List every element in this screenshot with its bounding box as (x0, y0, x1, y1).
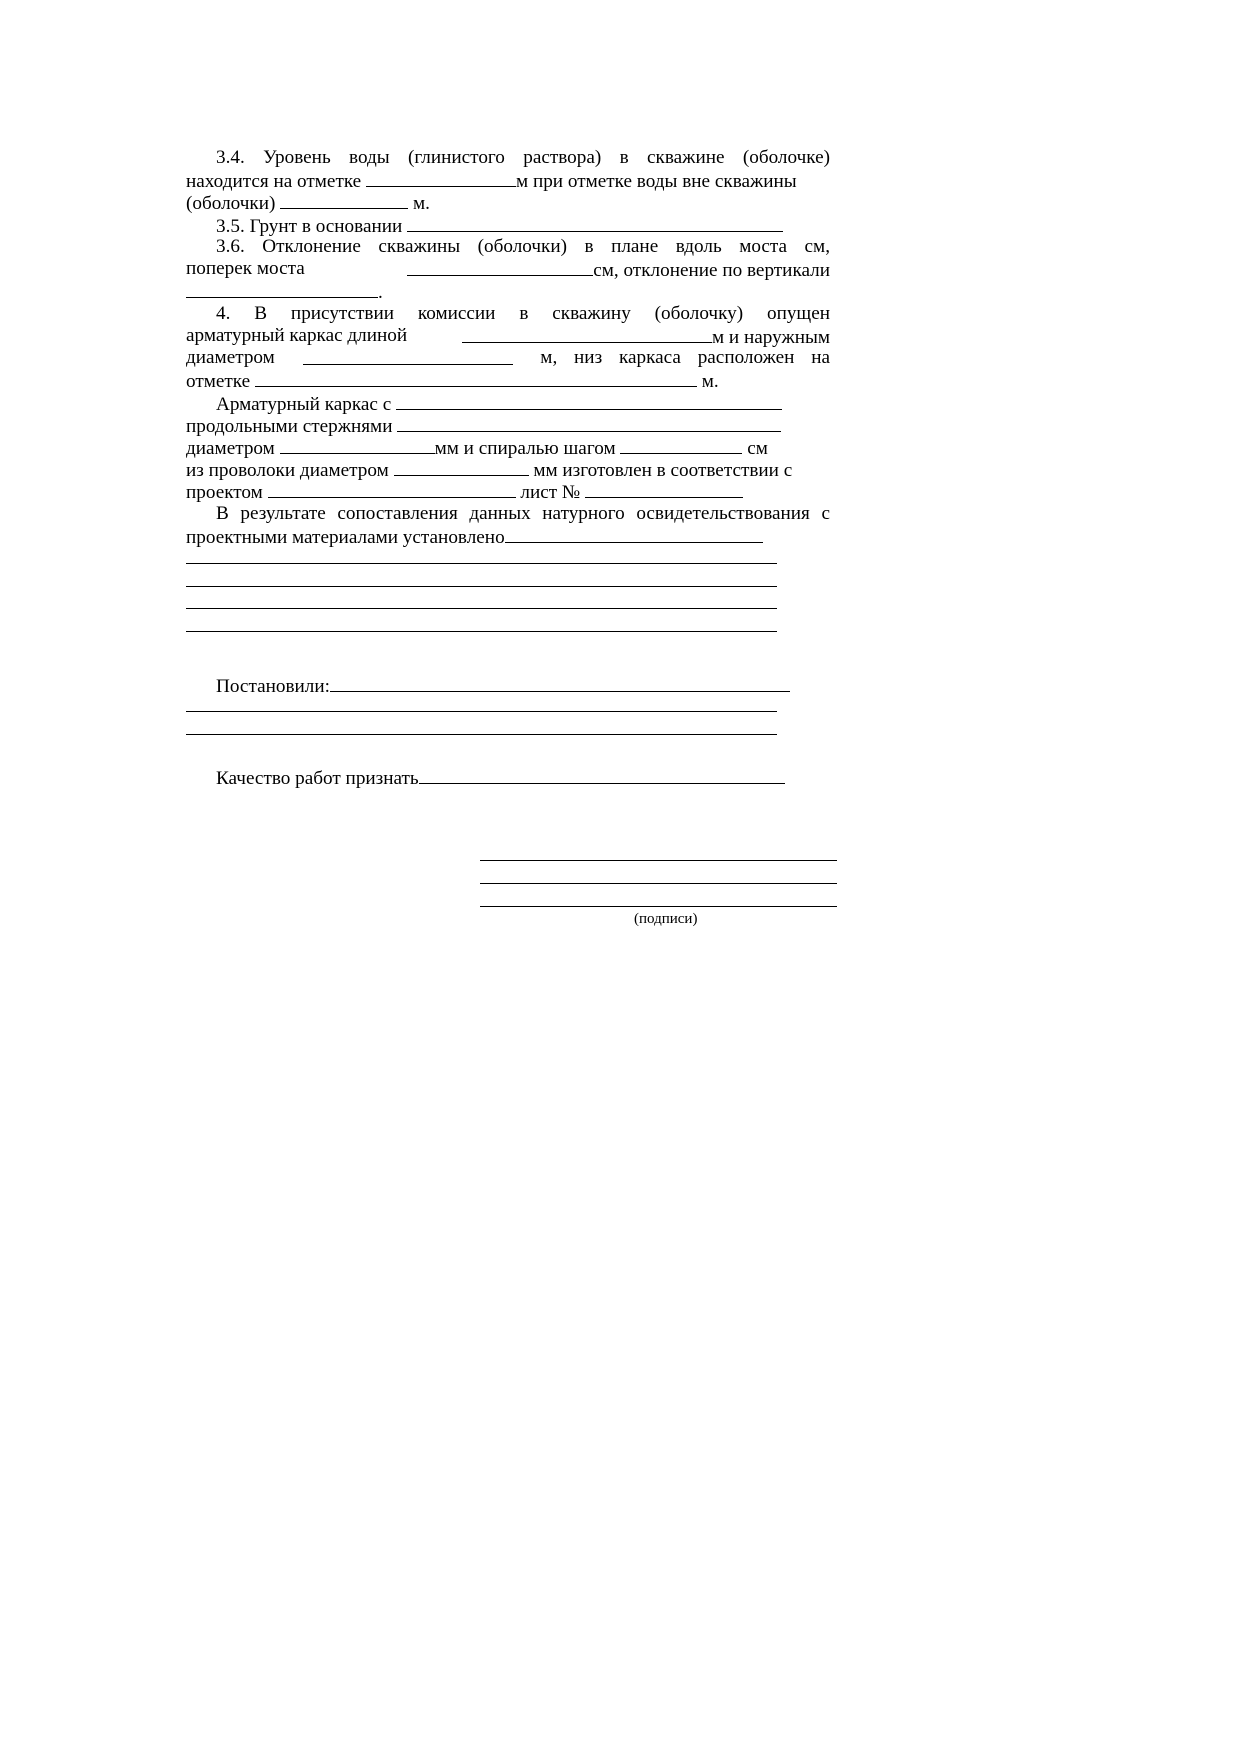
signature-line-3[interactable] (480, 906, 837, 907)
signature-line-2[interactable] (480, 883, 837, 884)
outer-diameter-field[interactable] (303, 347, 513, 365)
section-4-line-1 (186, 303, 830, 325)
frame-line-3 (186, 436, 830, 458)
section-3-6-line-1 (186, 236, 830, 258)
result-blank-line-3[interactable] (186, 608, 777, 609)
section-3-4-line-3 (186, 191, 830, 213)
section-3-6-line-2 (186, 258, 830, 280)
signatures-caption: (подписи) (634, 911, 698, 927)
sheet-number-label: лист № (515, 482, 586, 503)
rod-diameter-field[interactable] (280, 436, 435, 454)
section-3-4-line-1 (186, 147, 830, 169)
deviation-text: 3.6. Отклонение скважины (оболочки) в плане вдоль моста см, (216, 236, 830, 257)
section-3-4-text: 3.4. Уровень воды (глинистого раствора) в скважине (оболочке) (216, 147, 830, 168)
section-3-4-line-2 (186, 169, 830, 191)
vertical-deviation-field[interactable] (186, 280, 378, 298)
section-4-text: 4. В присутствии комиссии в скважину (оболочку) опущен (216, 303, 830, 324)
sheet-number-field[interactable] (585, 480, 743, 498)
frame-line-5 (186, 480, 830, 502)
shell-label: (оболочки) (186, 193, 281, 214)
across-bridge-label: поперек моста (186, 258, 305, 279)
unit-m: м. (408, 193, 430, 214)
frame-length-label: арматурный каркас длиной (186, 325, 408, 346)
decided-blank-line-1[interactable] (186, 711, 777, 712)
result-blank-line-4[interactable] (186, 631, 777, 632)
quality-line (186, 766, 830, 788)
longitudinal-rods-label: продольными стержнями (186, 416, 398, 437)
established-field[interactable] (505, 525, 763, 543)
frame-bottom-field[interactable] (255, 369, 697, 387)
decided-field[interactable] (330, 674, 790, 692)
frame-line-1 (186, 392, 830, 414)
spiral-pitch-label: мм и спиралью шагом (434, 438, 621, 459)
result-blank-line-2[interactable] (186, 586, 777, 587)
result-line-1 (186, 503, 830, 525)
frame-length-field[interactable] (462, 325, 712, 343)
water-level-field[interactable] (366, 169, 516, 187)
section-4-line-2 (186, 325, 830, 347)
frame-line-4 (186, 458, 830, 480)
diameter-label: диаметром (186, 347, 275, 368)
section-3-6-line-3 (186, 280, 830, 302)
rod-diameter-label: диаметром (186, 438, 280, 459)
elevation-label: отметке (186, 371, 255, 392)
period: . (378, 282, 383, 303)
result-text: В результате сопоставления данных натурного освидетельствования с (216, 503, 830, 524)
quality-field[interactable] (419, 766, 785, 784)
project-label: проектом (186, 482, 268, 503)
outside-water-label: м при отметке воды вне скважины (516, 171, 797, 192)
unit-cm: см (742, 438, 768, 459)
outside-water-field[interactable] (280, 191, 408, 209)
unit-m: м. (696, 371, 719, 392)
result-blank-line-1[interactable] (186, 563, 777, 564)
across-bridge-field[interactable] (407, 258, 593, 276)
frame-label: Арматурный каркас с (216, 394, 397, 415)
spiral-pitch-field[interactable] (620, 436, 742, 454)
section-4-line-3 (186, 347, 830, 369)
result-line-2 (186, 525, 830, 547)
wire-diameter-field[interactable] (394, 458, 529, 476)
wire-diameter-label: из проволоки диаметром (186, 460, 394, 481)
soil-label: 3.5. Грунт в основании (216, 216, 408, 237)
quality-label: Качество работ признать (216, 768, 419, 789)
soil-field[interactable] (407, 214, 783, 232)
longitudinal-rods-field[interactable] (397, 414, 781, 432)
project-field[interactable] (268, 480, 516, 498)
frame-line-2 (186, 414, 830, 436)
decided-line (186, 674, 830, 696)
section-3-5-line-1 (186, 214, 830, 236)
decided-blank-line-2[interactable] (186, 734, 777, 735)
frame-bottom-label: м, низ каркаса расположен на (540, 347, 830, 368)
outer-diameter-label: м и наружным (711, 327, 830, 348)
signature-line-1[interactable] (480, 860, 837, 861)
made-according-label: мм изготовлен в соответствии с (528, 460, 793, 481)
vertical-deviation-label: см, отклонение по вертикали (593, 260, 830, 281)
frame-type-field[interactable] (396, 392, 782, 410)
section-4-line-4 (186, 369, 830, 391)
established-label: проектными материалами установлено (186, 527, 505, 548)
decided-label: Постановили: (216, 676, 330, 697)
water-level-label: находится на отметке (186, 171, 366, 192)
